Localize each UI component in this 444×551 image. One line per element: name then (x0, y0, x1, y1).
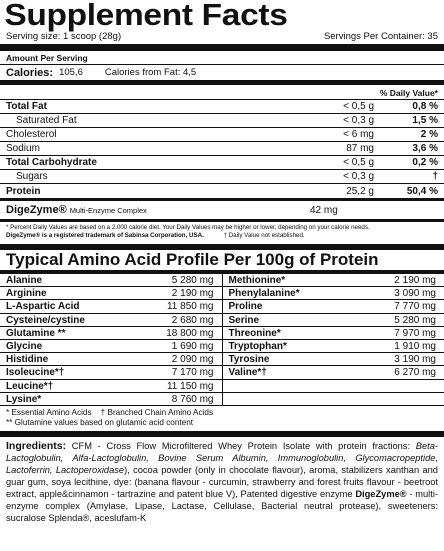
divider-thick (0, 44, 444, 51)
amino-name: Glycine (6, 340, 43, 352)
footnote-trademark-text: DigeZyme® is a registered trademark of Sabinsa Corporation, USA. (6, 232, 204, 239)
footnote-daily-value: * Percent Daily Values are based on a 2.000 calorie diet. Your Daily Values may be higher or lower, depending on your calorie needs. (6, 224, 370, 231)
ingredients-part3: - multi-enzyme complex (Amylase, Lipase, Lactase, Cellulase, Bacterial neutral protease), sweeteners: sucralose Splenda®, aceslufam-K (6, 488, 438, 523)
nutrient-amount: < 0,3 g (343, 115, 374, 126)
amino-value: 2 190 mg (171, 288, 214, 300)
amino-row (223, 274, 444, 287)
amount-per-serving: Amount Per Serving (6, 53, 88, 63)
amino-column-right (223, 274, 444, 406)
nutrient-name: Sodium (6, 143, 40, 154)
nutrient-name: Cholesterol (6, 129, 57, 140)
amino-value: 7 970 mg (394, 327, 436, 339)
amino-name: Alanine (6, 275, 43, 286)
amino-row (223, 380, 444, 393)
amino-name: Tryptophan* (228, 340, 287, 352)
amino-row (0, 287, 222, 300)
amino-acid-table (0, 274, 444, 406)
nutrient-row (0, 184, 444, 198)
amino-name: L-Aspartic Acid (6, 301, 80, 313)
nutrient-name: Total Fat (6, 101, 47, 112)
nutrient-daily-value: 2 % (420, 129, 438, 140)
digezyme-name-cell (6, 204, 310, 216)
amino-row (223, 366, 444, 379)
panel-title: Supplement Facts (4, 0, 288, 32)
amino-value: 3 090 mg (394, 288, 436, 300)
digezyme-name: DigeZyme® (6, 204, 67, 216)
nutrient-row (0, 170, 444, 184)
amino-name: Histidine (6, 354, 49, 366)
amino-name: Serine (228, 314, 260, 326)
amino-row (0, 366, 222, 379)
amino-value: 1 690 mg (171, 340, 214, 352)
amino-value: 7 170 mg (171, 367, 214, 379)
digezyme-amount: 42 mg (310, 204, 338, 216)
nutrient-daily-value: † (432, 171, 438, 182)
servings-per-container: Servings Per Container: 35 (323, 31, 438, 42)
nutrient-name: Total Carbohydrate (6, 157, 97, 168)
amino-row (0, 274, 222, 287)
amino-value: 18 800 mg (166, 327, 214, 339)
digezyme-sub: Multi-Enzyme Complex (69, 206, 147, 215)
ingredients-label: Ingredients: (6, 439, 67, 452)
ingredients-digezyme: DigeZyme® (355, 488, 407, 499)
amino-name: Methionine* (228, 275, 286, 286)
amino-value: 1 910 mg (394, 340, 436, 352)
amino-row (223, 340, 444, 353)
amino-name: Arginine (6, 288, 47, 300)
amino-name: Isoleucine*† (6, 367, 65, 379)
nutrient-row (0, 156, 444, 170)
nutrient-row (0, 142, 444, 156)
nutrient-name: Protein (6, 185, 41, 197)
amino-row (223, 327, 444, 340)
daily-value-header: % Daily Value* (0, 85, 444, 100)
footnote-dagger: † Daily Value not established. (223, 232, 305, 239)
amino-value: 5 280 mg (171, 275, 214, 286)
amino-name: Proline (228, 301, 263, 313)
amino-value: 6 270 mg (394, 367, 436, 379)
amino-name: Cysteine/cystine (6, 314, 85, 326)
amino-value: 11 150 mg (166, 380, 214, 392)
amino-value: 2 680 mg (171, 314, 214, 326)
nutrient-name: Sugars (16, 171, 48, 182)
ingredients-part1: CFM - Cross Flow Microfiltered Whey Protein Isolate with protein fractions: (66, 440, 416, 451)
calories-label: Calories: (6, 66, 54, 79)
amino-value: 8 760 mg (171, 393, 214, 405)
amino-name: Valine*† (228, 367, 267, 379)
calories-row (0, 65, 444, 81)
nutrient-amount: < 0,5 g (343, 157, 374, 168)
amino-column-left (0, 274, 223, 406)
nutrient-daily-value: 0,2 % (412, 157, 438, 168)
amino-row (0, 380, 222, 393)
amino-value: 5 280 mg (394, 314, 436, 326)
amino-name: Threonine* (228, 327, 281, 339)
amino-name: Tyrosine (228, 354, 270, 366)
ingredients-text (0, 437, 444, 527)
amino-legend-glutamine: ** Glutamine values based on glutamic acid content (6, 417, 194, 427)
amino-row (0, 353, 222, 366)
footnote-trademark (0, 232, 444, 242)
amino-row (0, 393, 222, 406)
amino-name: Glutamine ** (6, 327, 66, 339)
amino-row (0, 327, 222, 340)
amino-name: Lysine* (6, 393, 42, 405)
serving-size: Serving size: 1 scoop (28g) (6, 31, 122, 42)
amino-value: 11 850 mg (166, 301, 214, 313)
amino-row (0, 314, 222, 327)
ingredients-fractions: Beta-Lactoglobulin, Alfa-Lactoglobulin, Bovine Serum Albumin, Immunoglobulin, Glycomacropeptide, Lactoferrin, Lactoperoxidase (6, 440, 438, 475)
amino-acid-title: Typical Amino Acid Profile Per 100g of Protein (6, 250, 379, 269)
amino-value: 7 770 mg (394, 301, 436, 313)
amino-value: 3 190 mg (394, 354, 436, 366)
calories-value: 105,6 (59, 67, 83, 78)
amino-row (223, 393, 444, 406)
nutrient-amount: < 0,5 g (343, 101, 374, 112)
amino-row (223, 300, 444, 313)
amino-row (0, 340, 222, 353)
nutrient-amount: < 6 mg (343, 129, 374, 140)
nutrient-daily-value: 3,6 % (412, 143, 438, 154)
nutrient-list (0, 100, 444, 198)
digezyme-row (0, 201, 444, 219)
nutrient-amount: 25,2 g (346, 185, 374, 197)
nutrient-row (0, 100, 444, 114)
amino-row (223, 287, 444, 300)
nutrient-amount: < 0,3 g (343, 171, 374, 182)
amino-value: 2 090 mg (171, 354, 214, 366)
nutrient-row (0, 114, 444, 128)
amino-value: 2 190 mg (394, 275, 436, 286)
nutrient-daily-value: 0,8 % (412, 101, 438, 112)
calories-from-fat: Calories from Fat: 4,5 (104, 67, 197, 78)
nutrient-daily-value: 50,4 % (406, 185, 438, 197)
amino-row (223, 353, 444, 366)
amino-legend-essential: * Essential Amino Acids † Branched Chain Amino Acids (6, 407, 214, 417)
nutrient-amount: 87 mg (346, 143, 374, 154)
nutrient-row (0, 128, 444, 142)
nutrient-daily-value: 1,5 % (412, 115, 438, 126)
ingredients-part2: ), cocoa powder (only in chocolate flavour), aroma, stabilizers xanthan and guar gum, soya lecithine, dye: (banana flavour - curcumin, strawberry and forest fruits flavour - beetroot extract, apple&cinnamon - tartrazine and patent blue V), Patented digestive enzyme (6, 464, 438, 499)
amino-name: Phenylalanine* (228, 288, 300, 300)
nutrient-name: Saturated Fat (16, 115, 77, 126)
amino-row (0, 300, 222, 313)
amino-row (223, 314, 444, 327)
amino-name: Leucine*† (6, 380, 54, 392)
